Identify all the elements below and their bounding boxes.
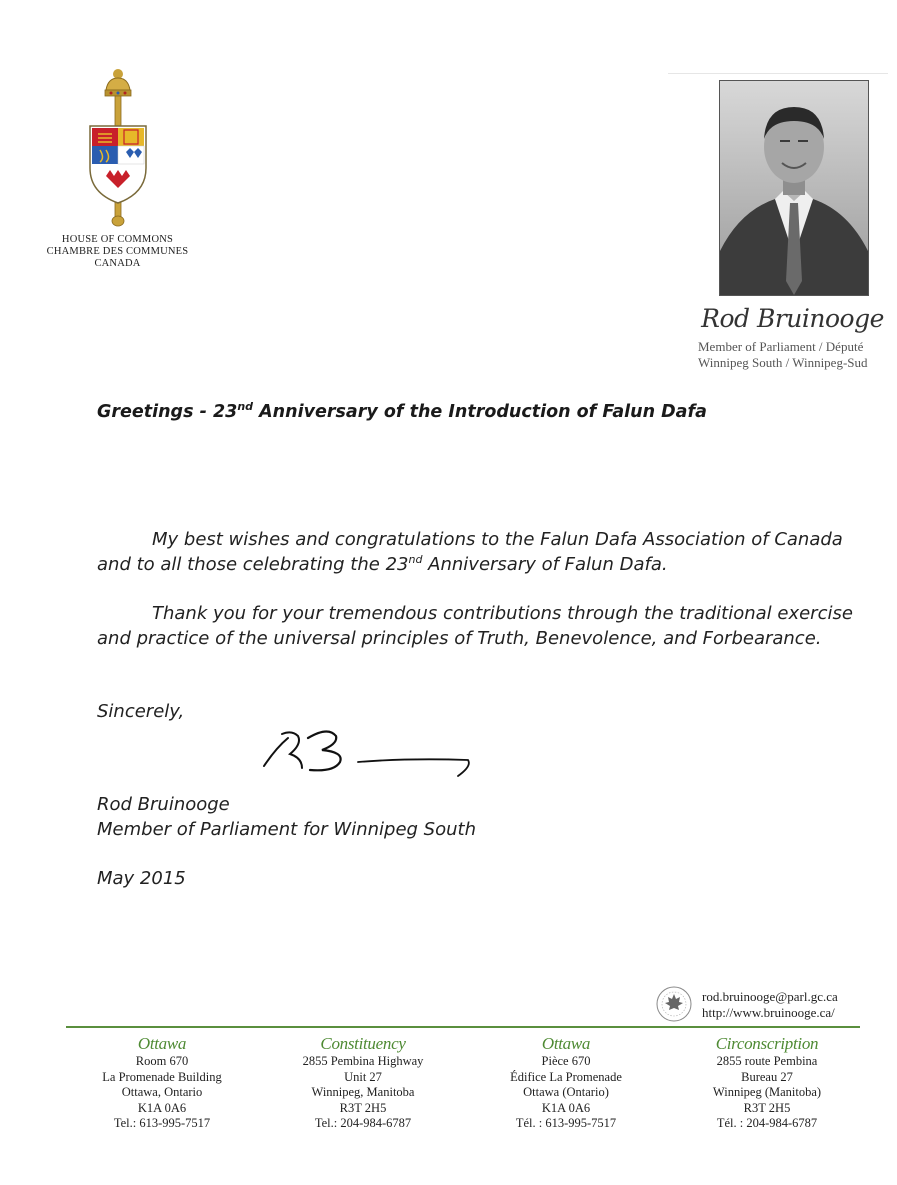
office-line: Unit 27 bbox=[344, 1069, 382, 1084]
contact-email[interactable]: rod.bruinooge@parl.gc.ca bbox=[702, 989, 838, 1004]
office-line: Tél. : 204-984-6787 bbox=[716, 1116, 818, 1130]
office-line: R3T 2H5 bbox=[339, 1100, 387, 1115]
institution-name-fr: CHAMBRE DES COMMUNES bbox=[46, 246, 189, 257]
office-ottawa-fr bbox=[466, 1034, 666, 1132]
handwritten-signature bbox=[258, 718, 483, 783]
office-line: 2855 Pembina Highway bbox=[302, 1054, 424, 1068]
mp-title-line1: Member of Parliament / Député bbox=[698, 339, 864, 354]
office-line: Room 670 bbox=[135, 1054, 189, 1068]
office-ottawa-en bbox=[62, 1034, 262, 1132]
signer-name: Rod Bruinooge bbox=[97, 794, 230, 815]
office-line: Tel.: 204-984-6787 bbox=[314, 1116, 412, 1130]
office-title: Ottawa bbox=[137, 1034, 187, 1053]
office-line: Tél. : 613-995-7517 bbox=[515, 1116, 617, 1130]
office-line: Édifice La Promenade bbox=[510, 1069, 622, 1084]
office-constituency-fr bbox=[667, 1034, 867, 1132]
office-title: Constituency bbox=[320, 1034, 406, 1053]
closing: Sincerely, bbox=[97, 701, 185, 722]
office-line: 2855 route Pembina bbox=[716, 1054, 818, 1068]
office-line: Bureau 27 bbox=[741, 1069, 793, 1084]
photo-divider bbox=[668, 73, 888, 74]
office-constituency-en bbox=[263, 1034, 463, 1132]
mp-signature-name: Rod Bruinooge bbox=[701, 304, 884, 333]
footer-divider bbox=[66, 1026, 860, 1028]
office-title: Circonscription bbox=[715, 1034, 819, 1053]
office-line: Winnipeg, Manitoba bbox=[311, 1085, 415, 1099]
office-line: Pièce 670 bbox=[541, 1054, 591, 1068]
office-line: K1A 0A6 bbox=[137, 1100, 187, 1115]
office-line: Tel.: 613-995-7517 bbox=[113, 1116, 211, 1130]
contact-website[interactable]: http://www.bruinooge.ca/ bbox=[702, 1005, 835, 1020]
letter-date: May 2015 bbox=[97, 868, 186, 889]
paragraph-1: My best wishes and congratulations to the Falun Dafa Association of Canada and to all those celebrating the 23nd Anniversary of Falun Dafa. bbox=[97, 529, 843, 575]
office-title: Ottawa bbox=[541, 1034, 591, 1053]
institution-country: CANADA bbox=[94, 258, 141, 269]
portrait-illustration bbox=[720, 81, 868, 295]
green-maple-seal-icon bbox=[655, 985, 693, 1023]
mp-photo bbox=[719, 80, 869, 296]
signer-title: Member of Parliament for Winnipeg South bbox=[97, 819, 476, 840]
office-line: La Promenade Building bbox=[102, 1069, 222, 1084]
office-line: K1A 0A6 bbox=[541, 1100, 591, 1115]
letter-heading: Greetings - 23nd Anniversary of the Introduction of Falun Dafa bbox=[97, 400, 707, 422]
office-line: R3T 2H5 bbox=[743, 1100, 791, 1115]
office-line: Ottawa, Ontario bbox=[121, 1085, 203, 1099]
paragraph-2: Thank you for your tremendous contributions through the traditional exercise and practice of the universal principles of Truth, Benevolence, and Forbearance. bbox=[97, 603, 853, 649]
office-line: Winnipeg (Manitoba) bbox=[712, 1085, 822, 1099]
mp-title-line2: Winnipeg South / Winnipeg-Sud bbox=[698, 355, 868, 370]
office-line: Ottawa (Ontario) bbox=[523, 1085, 609, 1099]
house-of-commons-crest-icon bbox=[78, 68, 158, 228]
institution-name-en: HOUSE OF COMMONS bbox=[61, 234, 174, 245]
